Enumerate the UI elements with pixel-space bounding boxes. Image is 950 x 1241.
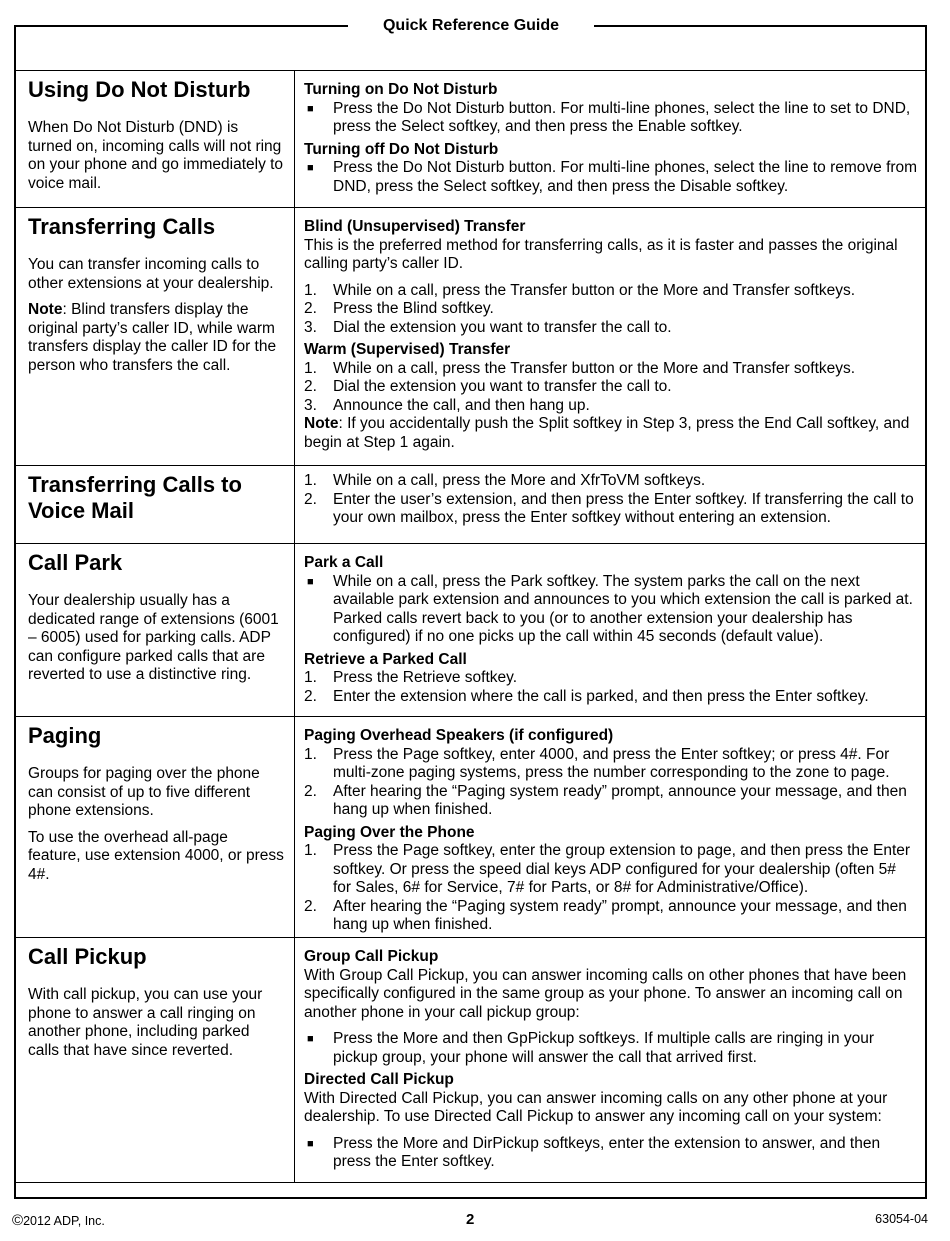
list-item (304, 669, 918, 688)
section-pickup-right (295, 938, 926, 1182)
note-label: Note (304, 415, 339, 432)
list-item (304, 472, 918, 491)
list-item (304, 842, 918, 898)
section-description: You can transfer incoming calls to other extensions at your dealership. (28, 256, 274, 292)
list-number: 2. (304, 378, 317, 395)
list-item-text: Press the Page softkey, enter the group extension to page, and then press the Enter softkey. Or press the speed dial keys ADP configured for your dealership (often 5# for Sales, 6# for Service, 7# for Parts, or 8# for Administrative/Office). (333, 842, 911, 896)
list-item-text: Press the More and then GpPickup softkeys. If multiple calls are ringing in your pickup group, your phone will answer the call that arrived first. (333, 1030, 875, 1066)
paragraph: With Directed Call Pickup, you can answer incoming calls on any other phone at your dealership. To use Directed Call Pickup to answer any incoming call on your system: (304, 1089, 888, 1125)
square-bullet-icon: ■ (307, 1033, 314, 1045)
list-item-text: Press the More and DirPickup softkeys, enter the extension to answer, and then press the Enter softkey. (333, 1134, 881, 1170)
copyright-icon: © (12, 1212, 24, 1229)
section-description: Groups for paging over the phone can consist of up to five different phone extensions. (28, 765, 260, 819)
document-number: 63054-04 (875, 1212, 928, 1226)
list-item (304, 898, 918, 935)
section-description: When Do Not Disturb (DND) is turned on, incoming calls will not ring on your phone and go immediately to voice mail. (28, 119, 284, 192)
list-number: 2. (304, 300, 317, 317)
section-note (28, 301, 284, 375)
section-voicemail-right (295, 466, 926, 543)
copyright (12, 1212, 105, 1229)
section-title: Call Park (28, 550, 123, 575)
list-item (304, 688, 918, 707)
list-item-text: After hearing the “Paging system ready” prompt, announce your message, and then hang up when finished. (333, 782, 907, 818)
list-item-text: Enter the user’s extension, and then press the Enter softkey. If transferring the call to your own mailbox, press the Enter softkey without entering an extension. (333, 490, 914, 526)
subheading: Turning off Do Not Disturb (304, 140, 499, 158)
square-bullet-icon: ■ (307, 1137, 314, 1150)
list-item-text: Press the Do Not Disturb button. For multi-line phones, select the line to remove from DND, press the Select softkey, and then press the Disable softkey. (333, 159, 918, 195)
section-title: Using Do Not Disturb (28, 77, 251, 102)
list-item-text: Press the Blind softkey. (333, 300, 494, 317)
section-transfer (16, 208, 926, 466)
list-item-text: Press the Page softkey, enter 4000, and press the Enter softkey; or press 4#. For multi-zone paging systems, press the number corresponding to the zone to page. (333, 745, 890, 781)
list-number: 1. (304, 842, 317, 859)
list-number: 3. (304, 396, 317, 414)
subheading: Park a Call (304, 554, 384, 571)
section-voicemail-left (16, 466, 295, 543)
list-item (304, 746, 918, 783)
list-item-text: While on a call, press the Transfer button or the More and Transfer softkeys. (333, 281, 856, 299)
list-item-text: Announce the call, and then hang up. (333, 396, 590, 414)
section-park (16, 544, 926, 717)
list-number: 1. (304, 359, 317, 377)
list-item (304, 100, 918, 137)
list-item (304, 360, 918, 379)
list-number: 1. (304, 745, 317, 763)
subheading: Directed Call Pickup (304, 1071, 454, 1088)
list-item (304, 1030, 918, 1067)
paragraph: This is the preferred method for transferring calls, as it is faster and passes the original calling party’s caller ID. (304, 236, 898, 272)
subheading: Group Call Pickup (304, 948, 439, 965)
list-item (304, 282, 918, 301)
section-description: To use the overhead all-page feature, use extension 4000, or press 4#. (28, 828, 284, 883)
list-item-text: After hearing the “Paging system ready” prompt, announce your message, and then hang up when finished. (333, 897, 907, 933)
section-title: Call Pickup (28, 944, 147, 969)
reference-table (16, 70, 926, 1183)
list-number: 3. (304, 318, 317, 336)
section-pickup-left (16, 938, 295, 1182)
list-item-text: While on a call, press the Park softkey. The system parks the call on the next available park extension and announces to you which extension the call is parked at. Parked calls revert back to you (or to another extension your dealership has configured) if no one picks up the call within 45 seconds (default value). (333, 572, 913, 645)
copyright-text: 2012 ADP, Inc. (23, 1214, 105, 1228)
subheading: Warm (Supervised) Transfer (304, 341, 511, 358)
list-number: 2. (304, 490, 317, 508)
section-park-left (16, 544, 295, 716)
section-voicemail (16, 466, 926, 544)
section-title: Transferring Calls to Voice Mail (28, 472, 242, 523)
section-description: Your dealership usually has a dedicated range of extensions (6001 – 6005) used for parking calls. ADP can configure parked calls that are reverted to use a distinctive ring. (28, 592, 279, 683)
section-dnd-right (295, 71, 926, 207)
list-item-text: Press the Do Not Disturb button. For multi-line phones, select the line to set to DND, press the Select softkey, and then press the Enable softkey. (333, 99, 911, 135)
list-number: 2. (304, 782, 317, 800)
note-text: If you accidentally push the Split softkey in Step 3, press the End Call softkey, and begin at Step 1 again. (304, 415, 910, 451)
section-paging (16, 717, 926, 938)
list-item (304, 300, 918, 319)
list-item (304, 397, 918, 416)
square-bullet-icon: ■ (307, 102, 314, 115)
list-item (304, 573, 918, 647)
section-title: Paging (28, 723, 102, 748)
section-paging-left (16, 717, 295, 937)
page-title: Quick Reference Guide (348, 12, 594, 40)
subheading: Turning on Do Not Disturb (304, 81, 498, 98)
section-dnd-left (16, 71, 295, 207)
section-park-right (295, 544, 926, 716)
list-item-text: Dial the extension you want to transfer the call to. (333, 318, 672, 336)
subheading: Paging Overhead Speakers (if configured) (304, 727, 614, 744)
section-description: With call pickup, you can use your phone to answer a call ringing on another phone, including parked calls that have since reverted. (28, 986, 263, 1059)
subheading: Paging Over the Phone (304, 823, 475, 841)
section-transfer-right (295, 208, 926, 465)
list-item-text: While on a call, press the More and XfrToVM softkeys. (333, 472, 706, 489)
list-number: 2. (304, 687, 317, 705)
section-dnd (16, 71, 926, 208)
list-item (304, 783, 918, 820)
page-number: 2 (466, 1211, 475, 1228)
section-title: Transferring Calls (28, 214, 216, 239)
section-pickup (16, 938, 926, 1183)
list-number: 1. (304, 472, 317, 489)
subheading: Blind (Unsupervised) Transfer (304, 218, 526, 235)
list-item (304, 491, 918, 528)
section-transfer-left (16, 208, 295, 465)
note-paragraph: Note: If you accidentally push the Split softkey in Step 3, press the End Call softkey, and begin at Step 1 again. (304, 415, 910, 451)
square-bullet-icon: ■ (307, 575, 314, 588)
list-number: 1. (304, 669, 317, 686)
list-item (304, 319, 918, 338)
list-item-text: Press the Retrieve softkey. (333, 669, 518, 686)
paragraph: With Group Call Pickup, you can answer incoming calls on other phones that have been specifically configured in the same group as your phone. To answer an incoming call on another phone in your call pickup group: (304, 966, 907, 1021)
list-item-text: Dial the extension you want to transfer the call to. (333, 378, 672, 395)
list-item (304, 159, 918, 196)
list-item-text: While on a call, press the Transfer button or the More and Transfer softkeys. (333, 359, 856, 377)
square-bullet-icon: ■ (307, 162, 314, 174)
list-item (304, 1135, 918, 1172)
note-label: Note (28, 301, 63, 318)
list-item-text: Enter the extension where the call is parked, and then press the Enter softkey. (333, 687, 869, 705)
subheading: Retrieve a Parked Call (304, 650, 467, 668)
section-paging-right (295, 717, 926, 937)
list-number: 2. (304, 897, 317, 915)
note-text: : Blind transfers display the original party’s caller ID, while warm transfers display the caller ID for the person who transfers the call. (28, 301, 277, 374)
list-item (304, 378, 918, 397)
list-number: 1. (304, 281, 317, 299)
